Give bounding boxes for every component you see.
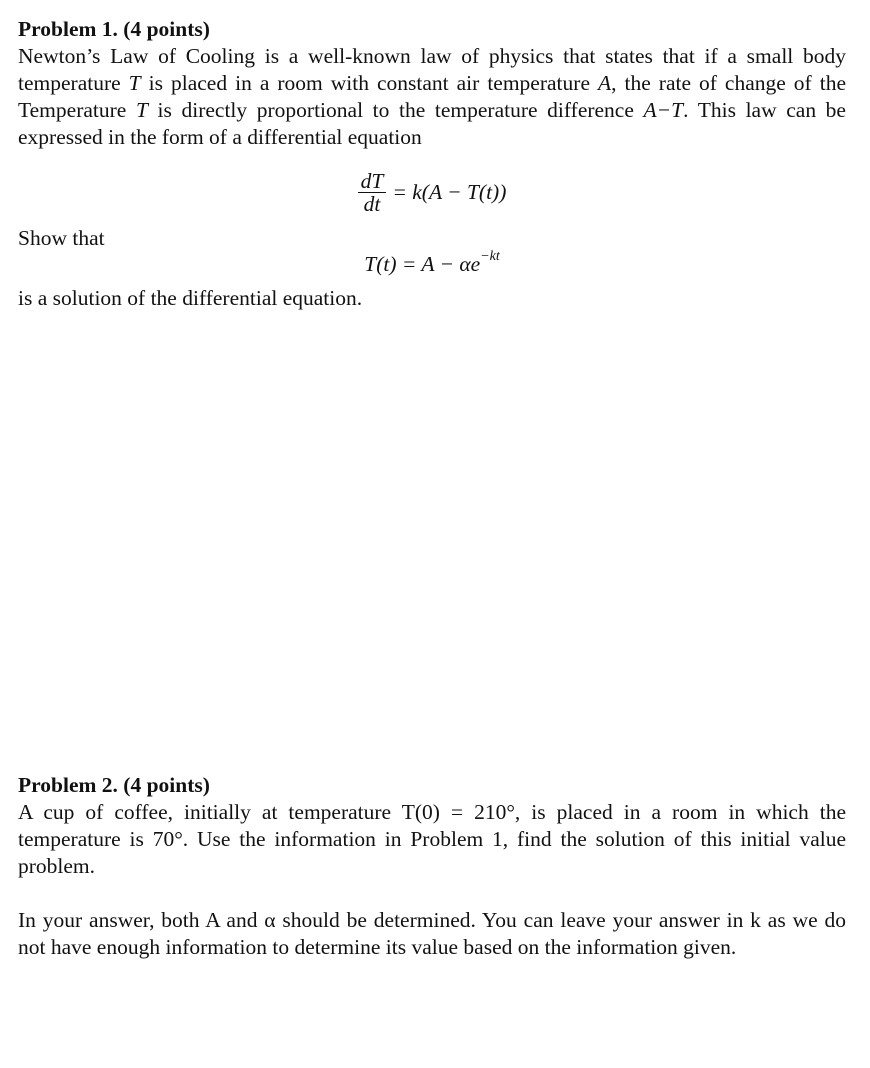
problem-2-heading: Problem 2. (4 points) <box>18 773 210 798</box>
show-that-label: Show that <box>18 226 105 250</box>
problem-1-intro: Newton’s Law of Cooling is a well-known law of physics that states that if a small body temperature T is placed in a room with constant air temperature A, the rate of change of the Temperature T is directly proportional to the temperature difference A−T. This law can be expressed in the form of a differential equation <box>18 44 846 149</box>
equation-rhs: = k(A − T(t)) <box>392 180 507 204</box>
problem-2-paragraph-2: In your answer, both A and α should be determined. You can leave your answer in k as we do not have enough information to determine its value based on the information given. <box>18 908 846 960</box>
problem-2-paragraph-1: A cup of coffee, initially at temperature T(0) = 210°, is placed in a room in which the temperature is 70°. Use the information in Problem 1, find the solution of this initial value problem. <box>18 800 846 879</box>
problem-2 <box>18 772 846 961</box>
derivative-fraction: $\frac{dT}{dt}$ <box>358 170 387 215</box>
problem-1-closing: is a solution of the differential equation. <box>18 286 363 311</box>
document-page <box>18 16 846 961</box>
problem-1-heading: Problem 1. (4 points) <box>18 17 210 41</box>
answer-space <box>18 312 846 772</box>
problem-1 <box>18 16 846 312</box>
differential-equation <box>18 169 846 215</box>
solution-formula: $T(t) = A - \alpha e^{-kt}$ <box>364 249 500 277</box>
